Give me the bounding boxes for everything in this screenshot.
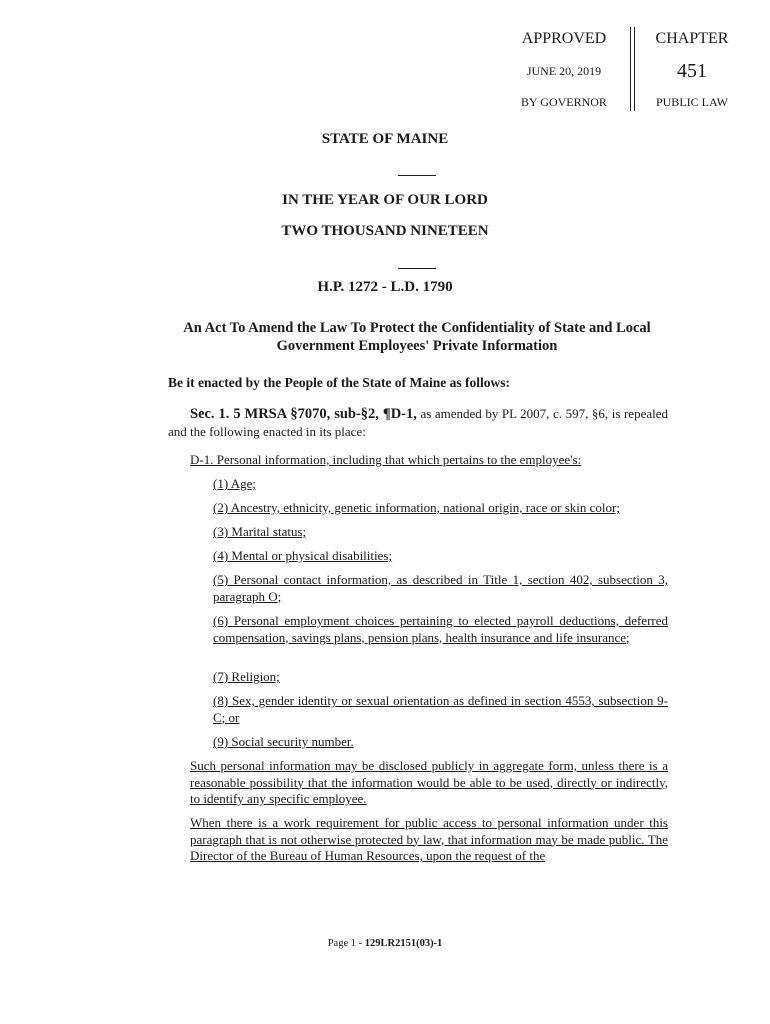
- list-item: (1) Age;: [213, 476, 256, 491]
- law-type: PUBLIC LAW: [655, 95, 729, 109]
- list-item: (4) Mental or physical disabilities;: [213, 548, 393, 563]
- paragraph-aggregate: Such personal information may be disclosed publicly in aggregate form, unless there is a reasonable possibility that the information would be able to be used, directly or indirectly, to identify any specific employee.: [190, 758, 668, 806]
- act-title: An Act To Amend the Law To Protect the Confidentiality of State and Local Government Employees' Private Information: [183, 320, 651, 354]
- paragraph-d1: D-1. Personal information, including that which pertains to the employee's:: [190, 452, 582, 467]
- list-item: (9) Social security number.: [213, 734, 354, 749]
- separator-rule: [398, 268, 436, 269]
- approved-label: APPROVED: [521, 30, 607, 47]
- paragraph-work-requirement: When there is a work requirement for public access to personal information under this paragraph that is not otherwise protected by law, that information may be made public. The Director of the Bureau of Human Resources, upon the request of the: [190, 815, 668, 863]
- chapter-number: 451: [677, 60, 707, 82]
- footer-page: Page 1 -: [327, 938, 365, 949]
- enacting-clause: Be it enacted by the People of the State of Maine as follows:: [168, 375, 510, 390]
- approval-date: JUNE 20, 2019: [526, 64, 602, 78]
- bill-number: H.P. 1272 - L.D. 1790: [317, 279, 453, 295]
- list-item: (7) Religion;: [213, 669, 280, 684]
- year-line-1: IN THE YEAR OF OUR LORD: [282, 192, 488, 208]
- list-item: (3) Marital status;: [213, 524, 307, 539]
- approval-block: [503, 27, 743, 113]
- page-footer: [0, 938, 770, 949]
- year-line-2: TWO THOUSAND NINETEEN: [281, 223, 489, 239]
- state-title: STATE OF MAINE: [321, 131, 449, 147]
- list-item: (6) Personal employment choices pertaining to elected payroll deductions, deferred compensation, savings plans, pension plans, health insurance and life insurance;: [213, 613, 668, 645]
- separator-rule: [398, 175, 436, 176]
- list-item: (8) Sex, gender identity or sexual orientation as defined in section 4553, subsection 9-C; or: [213, 693, 668, 725]
- approved-by: BY GOVERNOR: [521, 95, 607, 109]
- list-item: (2) Ancestry, ethnicity, genetic information, national origin, race or skin color;: [213, 500, 620, 515]
- section-heading: Sec. 1. 5 MRSA §7070, sub-§2, ¶D-1,: [190, 406, 417, 422]
- approval-column: [503, 27, 625, 113]
- section-text: as amended by PL 2007, c. 597, §6, is repealed and the following enacted in its place:: [168, 406, 668, 439]
- chapter-column: [637, 27, 747, 113]
- chapter-label: CHAPTER: [655, 30, 729, 47]
- footer-code: 129LR2151(03)-1: [364, 938, 443, 949]
- double-divider: [630, 27, 635, 111]
- list-item: (5) Personal contact information, as described in Title 1, section 402, subsection 3, paragraph O;: [213, 572, 668, 604]
- section-1: [168, 405, 668, 441]
